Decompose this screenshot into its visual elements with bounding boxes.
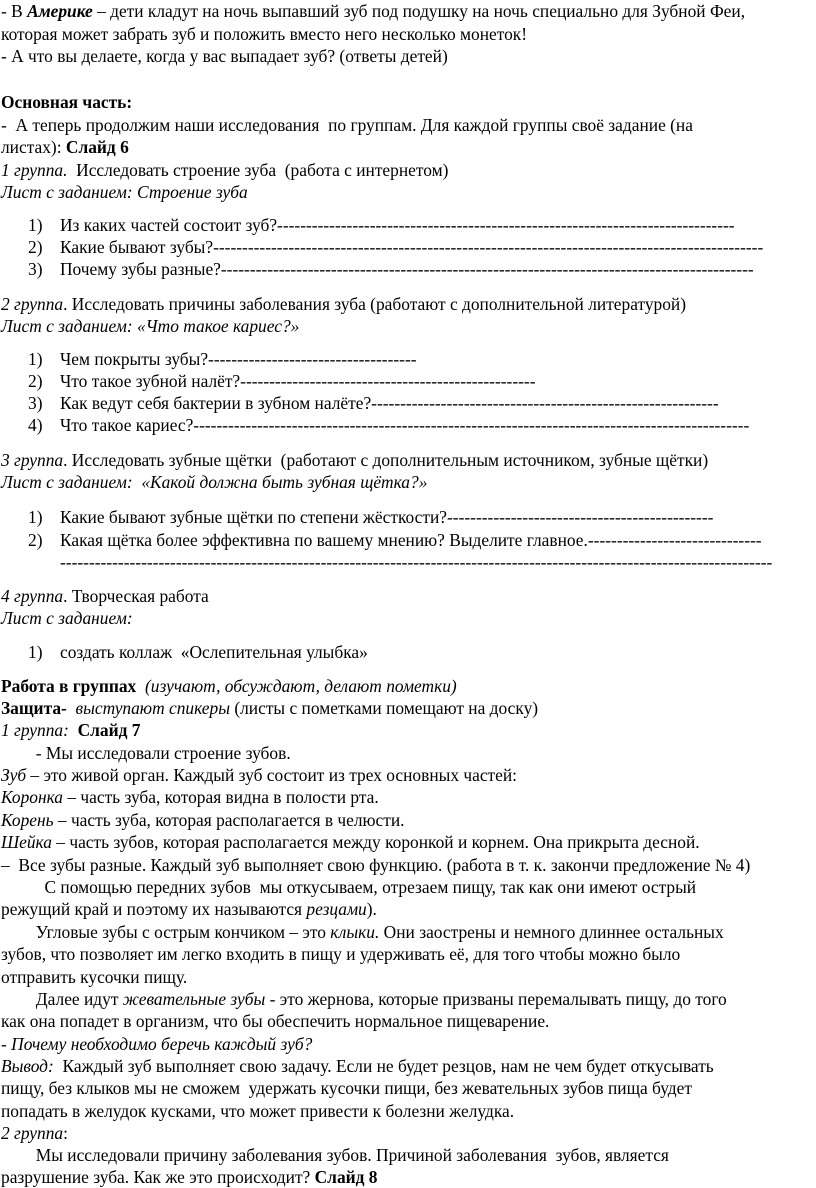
term: Шейка: [1, 832, 52, 852]
bold-label: Защита-: [1, 698, 67, 718]
group-1-title: [1, 159, 448, 181]
text: – часть зуба, которая видна в полости рта.: [63, 787, 379, 807]
slide-ref: Слайд 6: [65, 137, 129, 157]
text: ).: [366, 899, 377, 919]
paragraph-line: [1, 764, 517, 786]
paragraph-line: [1, 809, 405, 831]
text: (изучают, обсуждают, делают пометки): [136, 676, 457, 696]
list-item: Какие бывают зубные щётки по степени жёсткости?----------------------------------------------: [60, 507, 714, 527]
slide-ref: Слайд 8: [314, 1167, 378, 1187]
term: резцами: [306, 899, 367, 919]
paragraph-line: [1, 898, 377, 920]
text: . Творческая работа: [63, 586, 209, 606]
group-2-title: [1, 293, 686, 315]
paragraph-line: отправить кусочки пищу.: [1, 967, 188, 987]
text: - В: [1, 1, 28, 21]
term: Зуб: [1, 765, 27, 785]
list-number: 1): [28, 349, 43, 369]
paragraph-line: [1, 921, 724, 943]
paragraph-line: [1, 831, 700, 853]
paragraph-line: [1, 1166, 378, 1188]
term: Коронка: [1, 787, 63, 807]
text: Далее идут: [1, 989, 123, 1009]
list-item: создать коллаж «Ослепительная улыбка»: [60, 642, 368, 662]
paragraph-line: [1, 1055, 714, 1077]
main-line-2: [1, 136, 129, 158]
term: жевательные зубы: [122, 989, 266, 1009]
list-item-continuation: ---------------------------------------------------------------------------------------------------------------------------: [60, 552, 773, 572]
list-number: 1): [28, 507, 43, 527]
group-4-title: [1, 585, 209, 607]
paragraph-line: [1, 786, 379, 808]
paragraph-line: - Мы исследовали строение зубов.: [1, 743, 291, 763]
group-1-talk-title: [1, 719, 140, 741]
list-number: 3): [28, 393, 43, 413]
list-number: 2): [28, 371, 43, 391]
text: - это жернова, которые призваны перемалывать пищу, до того: [265, 989, 727, 1009]
intro-line-2: которая может забрать зуб и положить вместо него несколько монеток!: [1, 24, 528, 44]
text: – часть зубов, которая располагается между коронкой и корнем. Она прикрыта десной.: [51, 832, 700, 852]
text: Угловые зубы с острым кончиком – это: [1, 922, 331, 942]
text: листах):: [1, 137, 66, 157]
term: Вывод:: [1, 1056, 54, 1076]
paragraph-line: [1, 988, 727, 1010]
paragraph-line: – Все зубы разные. Каждый зуб выполняет свою функцию. (работа в т. к. закончи предложение № 4): [1, 855, 751, 875]
text: (листы с пометками помещают на доску): [229, 698, 539, 718]
slide-ref: Слайд 7: [68, 720, 141, 740]
paragraph-line: как она попадет в организм, что бы обеспечить нормальное пищеварение.: [1, 1011, 550, 1031]
list-number: 3): [28, 259, 43, 279]
text: выступают спикеры: [66, 698, 230, 718]
text: Они заострены и немного длиннее остальных: [379, 922, 724, 942]
paragraph-line: Мы исследовали причину заболевания зубов. Причиной заболевания зубов, является: [1, 1145, 669, 1165]
text: Каждый зуб выполняет свою задачу. Если не будет резцов, нам не чем будет откусывать: [53, 1056, 714, 1076]
text: . Исследовать причины заболевания зуба (работают с дополнительной литературой): [63, 294, 687, 314]
group-label: 4 группа: [1, 586, 64, 606]
group-2-talk-title: [1, 1122, 68, 1144]
group-2-sheet: Лист с заданием: «Что такое кариес?»: [1, 316, 300, 336]
question-line: - Почему необходимо беречь каждый зуб?: [1, 1034, 313, 1054]
text: разрушение зуба. Как же это происходит?: [1, 1167, 315, 1187]
group-4-sheet: Лист с заданием:: [1, 608, 133, 628]
list-number: 1): [28, 642, 43, 662]
text: . Исследовать зубные щётки (работают с дополнительным источником, зубные щётки): [63, 450, 709, 470]
text: – это живой орган. Каждый зуб состоит из трех основных частей:: [26, 765, 517, 785]
term: клыки.: [330, 922, 380, 942]
main-line-1: - А теперь продолжим наши исследования по группам. Для каждой группы своё задание (на: [1, 115, 693, 135]
list-item: Чем покрыты зубы?------------------------------------: [60, 349, 417, 369]
list-item: Из каких частей состоит зуб?-------------------------------------------------------------------------------: [60, 215, 735, 235]
list-item: Почему зубы разные?--------------------------------------------------------------------------------------------: [60, 259, 754, 279]
text: – дети кладут на ночь выпавший зуб под подушку на ночь специально для Зубной Феи,: [92, 1, 746, 21]
group-label: 3 группа: [1, 450, 64, 470]
paragraph-line: С помощью передних зубов мы откусываем, отрезаем пищу, так как они имеют острый: [1, 877, 697, 897]
defense-line: [1, 697, 538, 719]
list-number: 2): [28, 530, 43, 550]
list-number: 1): [28, 215, 43, 235]
list-item: Что такое зубной налёт?---------------------------------------------------: [60, 371, 536, 391]
paragraph-line: зубов, что позволяет им легко входить в пищу и удерживать её, для того чтобы можно было: [1, 944, 681, 964]
group-3-title: [1, 449, 708, 471]
work-line: [1, 675, 457, 697]
list-number: 2): [28, 237, 43, 257]
group-label: 2 группа: [1, 294, 64, 314]
list-number: 4): [28, 415, 43, 435]
list-item: Какие бывают зубы?-----------------------------------------------------------------------------------------------: [60, 237, 764, 257]
list-item: Как ведут себя бактерии в зубном налёте?------------------------------------------------------------: [60, 393, 719, 413]
group-3-sheet: Лист с заданием: «Какой должна быть зубная щётка?»: [1, 472, 428, 492]
intro-line-1: [1, 0, 745, 22]
text: :: [63, 1123, 68, 1143]
bold-label: Работа в группах: [1, 676, 137, 696]
group-label: 1 группа.: [1, 160, 68, 180]
group-label: 1 группа:: [1, 720, 69, 740]
paragraph-line: попадать в желудок кусками, что может привести к болезни желудка.: [1, 1101, 515, 1121]
text: режущий край и поэтому их называются: [1, 899, 307, 919]
list-item: Что такое кариес?------------------------------------------------------------------------------------------------: [60, 415, 750, 435]
list-item: Какая щётка более эффективна по вашему мнению? Выделите главное.------------------------------: [60, 530, 762, 550]
group-label: 2 группа: [1, 1123, 64, 1143]
intro-line-3: - А что вы делаете, когда у вас выпадает зуб? (ответы детей): [1, 46, 448, 66]
text: Исследовать строение зуба (работа с интернетом): [67, 160, 449, 180]
term: Корень: [1, 810, 54, 830]
section-heading: Основная часть:: [1, 92, 133, 112]
group-1-sheet: Лист с заданием: Строение зуба: [1, 182, 248, 202]
emphasis: Америке: [27, 1, 93, 21]
paragraph-line: пищу, без клыков мы не сможем удержать кусочки пищи, без жевательных зубов пища будет: [1, 1078, 692, 1098]
text: – часть зуба, которая располагается в челюсти.: [53, 810, 405, 830]
